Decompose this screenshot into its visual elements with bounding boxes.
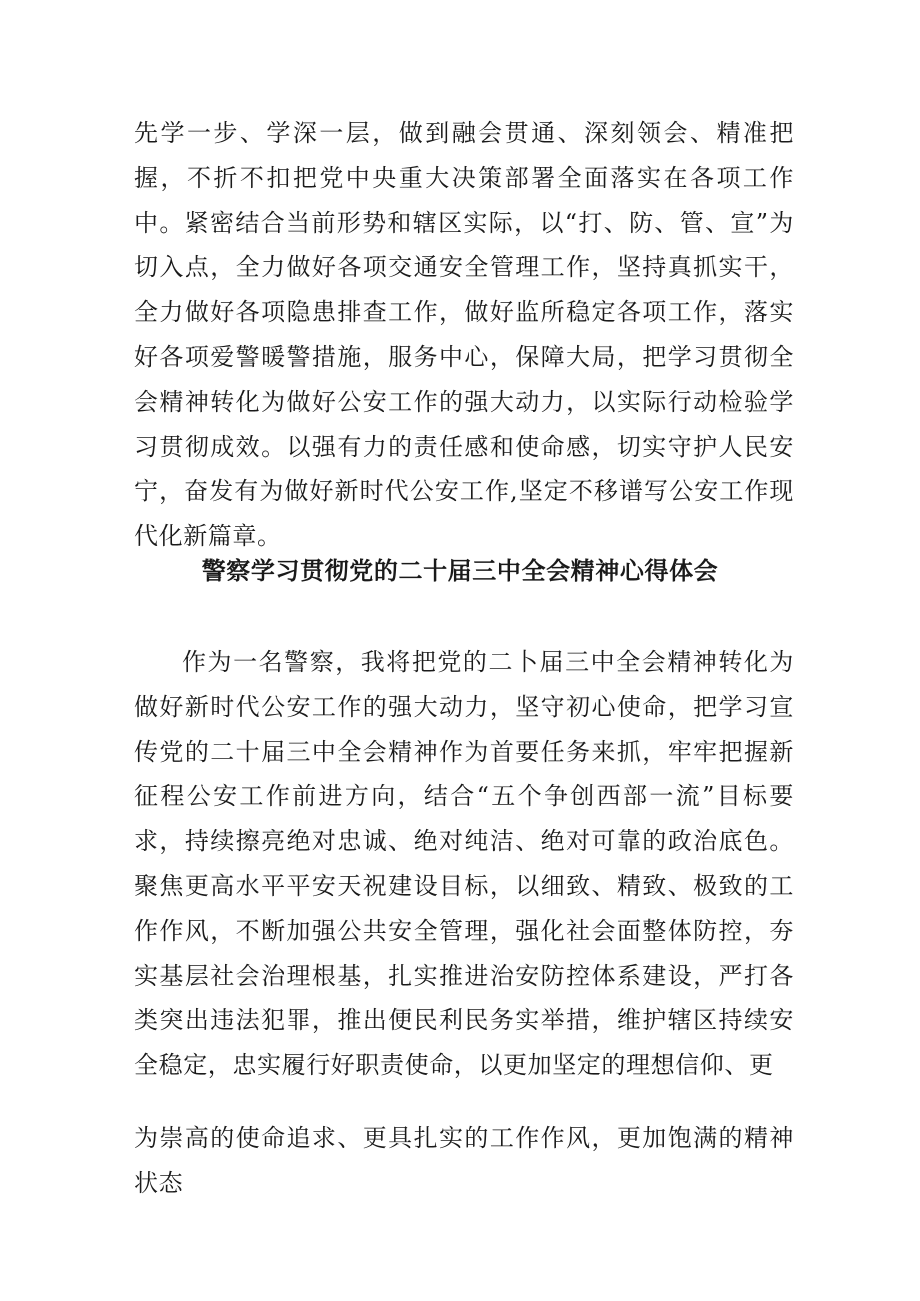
body-paragraph-fragment: 为崇高的使命追求、更具扎实的工作作风，更加饱满的精神状态 (134, 1124, 794, 1197)
article-title: 警察学习贯彻党的二十届三中全会精神心得体会 (201, 556, 719, 585)
body-paragraph-intro: 作为一名警察，我将把党的二卜届三中全会精神转化为做好新时代公安工作的强大动力，坚守初心使命，把学习宣传党的二十届三中全会精神作为首要任务来抓，牢牢把握新征程公安工作前进方向，结合“五个争创西部一流”目标要求，持续擦亮绝对忠诚、绝对纯洁、绝对可靠的政治底色。聚焦更高水平平安天祝建设目标，以细致、精致、极致的工作作风，不断加强公共安全管理，强化社会面整体防控，夯实基层社会治理根基，扎实推进治安防控体系建设，严打各类突出违法犯罪，推出便民利民务实举措，维护辖区持续安全稳定，忠实履行好职责使命，以更加坚定的理想信仰、更 (134, 648, 794, 1080)
body-paragraph-continuation: 先学一步、学深一层，做到融会贯通、深刻领会、精准把握，不折不扣把党中央重大决策部署全面落实在各项工作中。紧密结合当前形势和辖区实际，以“打、防、管、宣”为切入点，全力做好各项交通安全管理工作，坚持真抓实干，全力做好各项隐患排查工作，做好监所稳定各项工作，落实好各项爱警暖警措施，服务中心，保障大局，把学习贯彻全会精神转化为做好公安工作的强大动力，以实际行动检验学习贯彻成效。以强有力的责任感和使命感，切实守护人民安宁，奋发有为做好新时代公安工作,坚定不移谱写公安工作现代化新篇章。 (134, 119, 794, 551)
